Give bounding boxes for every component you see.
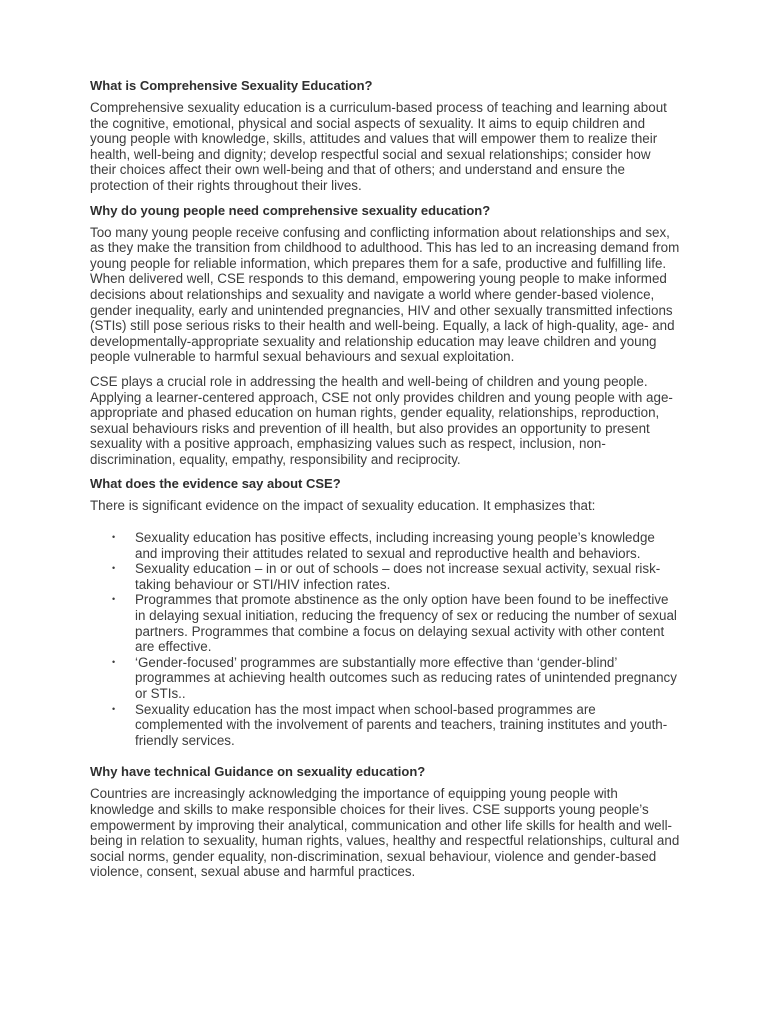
list-item-text: Sexuality education has positive effects, including increasing young people’s knowledge and improving their attitudes related to sexual and reproductive health and behaviors.	[135, 530, 655, 561]
list-item	[112, 701, 680, 749]
evidence-list	[90, 530, 680, 748]
list-item	[112, 561, 680, 592]
list-item-text: Programmes that promote abstinence as the only option have been found to be ineffective in delaying sexual initiation, reducing the frequency of sex or reducing the number of sexual partners. Programmes that combine a focus on delaying sexual activity with other content are effective.	[135, 592, 677, 655]
section-why-young-people-need-cse	[90, 203, 680, 468]
section-technical-guidance	[90, 764, 680, 880]
list-item	[112, 654, 680, 702]
paragraph: Countries are increasingly acknowledging the importance of equipping young people with knowledge and skills to make responsible choices for their lives. CSE supports young people’s empowerment by improving their analytical, communication and other life skills for health and well-being in relation to sexuality, human rights, values, healthy and respectful relationships, cultural and social norms, gender equality, non-discrimination, sexual behaviour, violence and gender-based violence, consent, sexual abuse and harmful practices.	[90, 786, 680, 880]
section-heading: Why do young people need comprehensive sexuality education?	[90, 202, 491, 218]
list-item	[112, 592, 680, 655]
list-item-text: ‘Gender-focused’ programmes are substantially more effective than ‘gender-blind’ programmes at achieving health outcomes such as reducing rates of unintended pregnancy or STIs..	[135, 654, 677, 701]
list-item-text: Sexuality education – in or out of schools – does not increase sexual activity, sexual risk-taking behaviour or STI/HIV infection rates.	[135, 561, 661, 592]
paragraph: CSE plays a crucial role in addressing the health and well-being of children and young people. Applying a learner-centered approach, CSE not only provides children and young people with age-appropriate and phased education on human rights, gender equality, relationships, reproduction, sexual behaviours risks and prevention of ill health, but also provides an opportunity to present sexuality with a positive approach, emphasizing values such as respect, inclusion, non-discrimination, equality, empathy, responsibility and reciprocity.	[90, 373, 673, 467]
bullet-icon: •	[112, 563, 116, 574]
paragraph: There is significant evidence on the impact of sexuality education. It emphasizes that:	[90, 498, 596, 514]
list-item	[112, 530, 680, 561]
section-heading: Why have technical Guidance on sexuality education?	[90, 764, 426, 780]
list-item-text: Sexuality education has the most impact when school-based programmes are complemented with the involvement of parents and teachers, training institutes and youth-friendly services.	[135, 701, 668, 748]
bullet-icon: •	[112, 656, 116, 667]
paragraph: Comprehensive sexuality education is a curriculum-based process of teaching and learning about the cognitive, emotional, physical and social aspects of sexuality. It aims to equip children and young people with knowledge, skills, attitudes and values that will empower them to realize their health, well-being and dignity; develop respectful social and sexual relationships; consider how their choices affect their own well-being and that of others; and understand and ensure the protection of their rights throughout their lives.	[90, 100, 667, 193]
bullet-icon: •	[112, 703, 116, 714]
section-heading: What does the evidence say about CSE?	[90, 476, 341, 492]
section-evidence	[90, 476, 680, 748]
paragraph: Too many young people receive confusing and conflicting information about relationships and sex, as they make the transition from childhood to adulthood. This has led to an increasing demand from young people for reliable information, which prepares them for a safe, productive and fulfilling life. When delivered well, CSE responds to this demand, empowering young people to make informed decisions about relationships and sexuality and navigate a world where gender-based violence, gender inequality, early and unintended pregnancies, HIV and other sexually transmitted infections (STIs) still pose serious risks to their health and well-being. Equally, a lack of high-quality, age- and developmentally-appropriate sexuality and relationship education may leave children and young people vulnerable to harmful sexual behaviours and sexual exploitation.	[90, 224, 680, 365]
bullet-icon: •	[112, 594, 116, 605]
section-what-is-cse	[90, 78, 680, 194]
section-heading: What is Comprehensive Sexuality Education?	[90, 78, 373, 93]
bullet-icon: •	[112, 532, 116, 543]
